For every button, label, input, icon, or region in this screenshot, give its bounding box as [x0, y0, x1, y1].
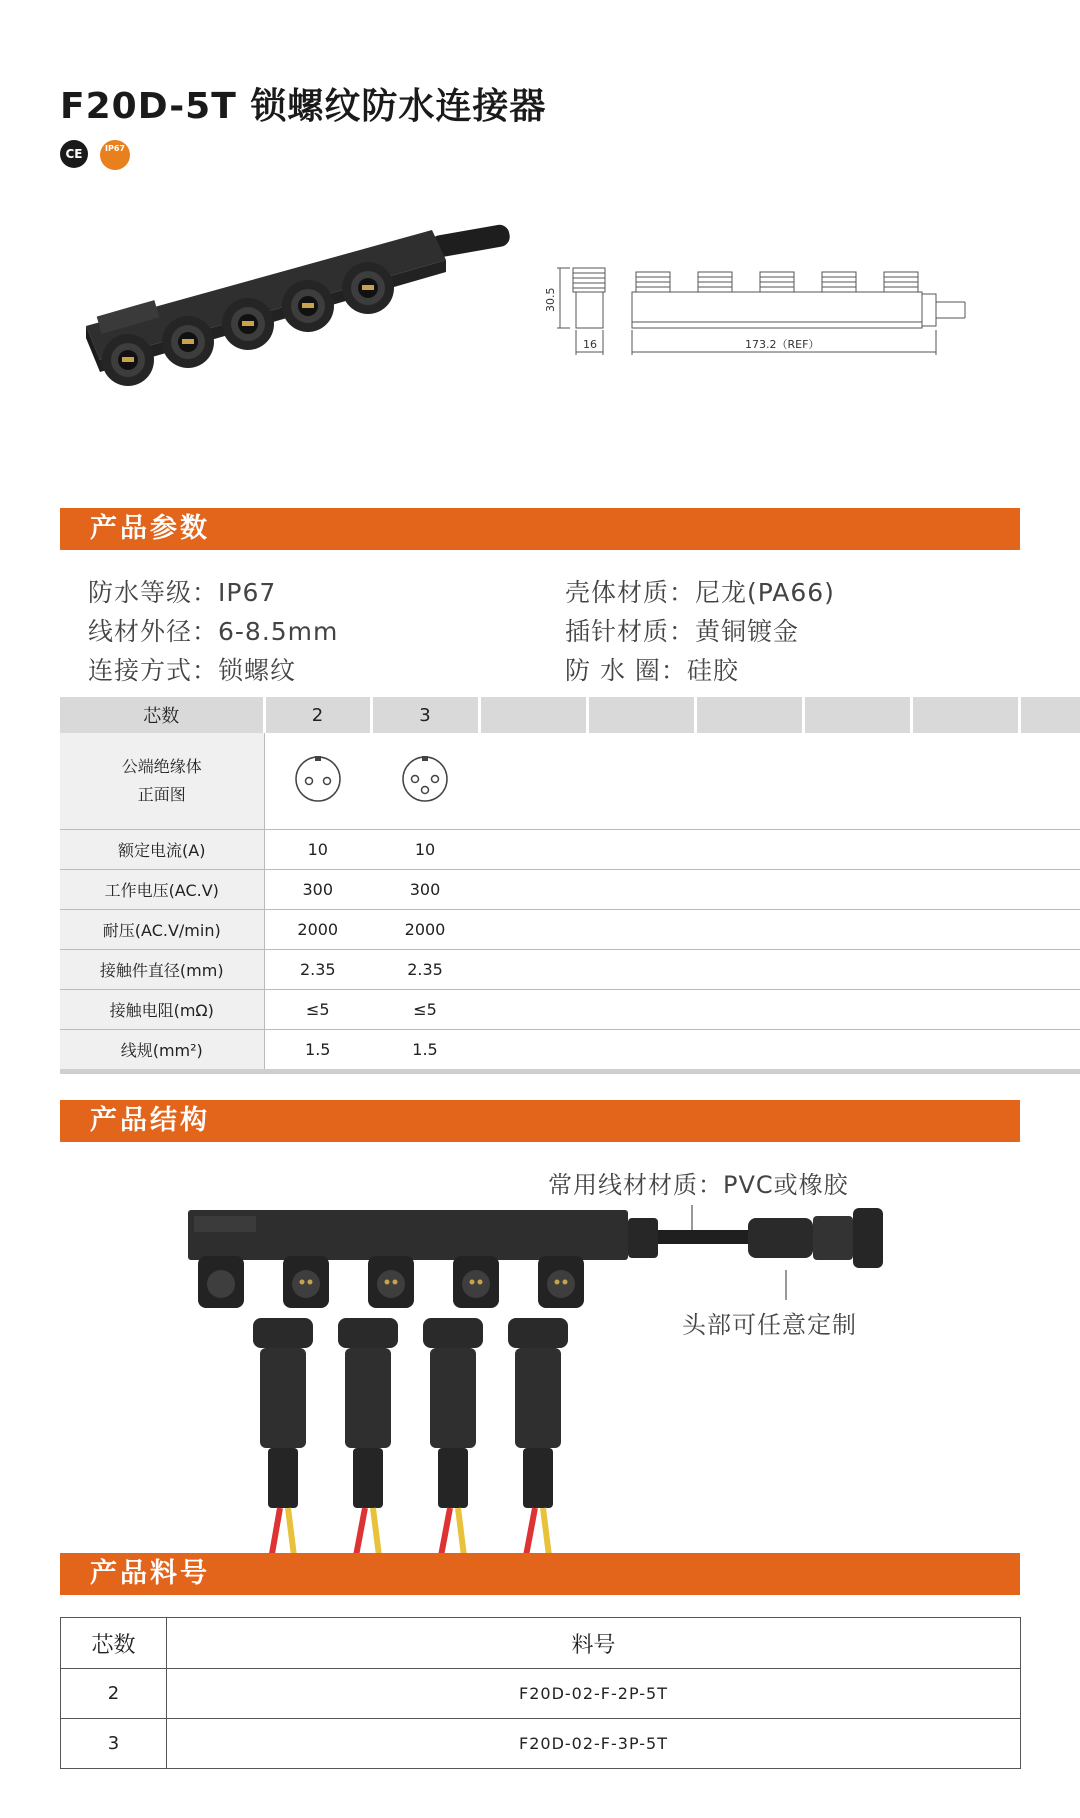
col-header: [587, 697, 695, 733]
section-partnumbers-header: 产品料号: [60, 1553, 1020, 1595]
col-header: 3: [371, 697, 479, 733]
face-3pin: [371, 733, 479, 830]
ip67-badge-icon: IP67: [100, 140, 130, 170]
col-header-pn: 料号: [167, 1618, 1021, 1669]
col-header: 芯数: [60, 697, 264, 733]
spec-pins: 插针材质：黄铜镀金: [565, 617, 800, 646]
table-header-row: [60, 697, 1080, 733]
structure-illustration: [180, 1190, 900, 1610]
product-photo: [80, 220, 520, 410]
parameter-table: [60, 697, 1080, 1074]
table-row: 额定电流(A) 10 10: [60, 830, 1080, 870]
callout-head-custom: 头部可任意定制: [682, 1311, 857, 1339]
dim-height-label: 30.5: [544, 287, 557, 312]
socket-2: [162, 316, 214, 368]
part-number-table: [60, 1617, 1021, 1769]
dim-length-label: 173.2（REF）: [745, 338, 820, 351]
callout-cable-material: 常用线材材质：PVC或橡胶: [548, 1171, 849, 1199]
spec-connection: 连接方式：锁螺纹: [88, 656, 297, 685]
face-2pin: [264, 733, 371, 830]
col-header: 2: [264, 697, 371, 733]
male-connector-2: [338, 1318, 398, 1588]
col-header: [1019, 697, 1080, 733]
face-view-label: 公端绝缘体 正面图: [60, 733, 264, 830]
socket-3: [222, 298, 274, 350]
spec-housing: 壳体材质：尼龙(PA66): [565, 578, 835, 607]
table-row: 接触件直径(mm) 2.35 2.35: [60, 950, 1080, 990]
table-row: 耐压(AC.V/min) 2000 2000: [60, 910, 1080, 950]
col-header: [479, 697, 587, 733]
male-connector-4: [508, 1318, 568, 1588]
page-title: F20D-5T 锁螺纹防水连接器: [60, 86, 547, 127]
table-row: 接触电阻(mΩ) ≤5 ≤5: [60, 990, 1080, 1030]
socket-1: [102, 334, 154, 386]
socket-4: [282, 280, 334, 332]
col-header: [803, 697, 911, 733]
table-header-row: [61, 1618, 1021, 1669]
socket-5: [342, 262, 394, 314]
three-pin-face-icon: [400, 754, 450, 804]
male-connector-3: [423, 1318, 483, 1588]
dim-width-label: 16: [583, 338, 597, 351]
table-row: [60, 733, 1080, 830]
section-structure-header: 产品结构: [60, 1100, 1020, 1142]
table-row: 工作电压(AC.V) 300 300: [60, 870, 1080, 910]
col-header-cores: 芯数: [61, 1618, 167, 1669]
col-header: [911, 697, 1019, 733]
col-header: [695, 697, 803, 733]
ce-mark-icon: CE: [60, 140, 88, 168]
table-row: 线规(mm²) 1.5 1.5: [60, 1030, 1080, 1072]
two-pin-face-icon: [293, 754, 343, 804]
section-params-header: 产品参数: [60, 508, 1020, 550]
table-row: 3 F20D-02-F-3P-5T: [61, 1719, 1021, 1769]
spec-seal: 防 水 圈：硅胶: [565, 656, 739, 685]
spec-cable-diameter: 线材外径：6-8.5mm: [88, 617, 339, 646]
technical-drawing: [540, 260, 1030, 370]
male-connector-1: [253, 1318, 313, 1588]
table-row: 2 F20D-02-F-2P-5T: [61, 1669, 1021, 1719]
spec-waterproof: 防水等级：IP67: [88, 578, 277, 607]
